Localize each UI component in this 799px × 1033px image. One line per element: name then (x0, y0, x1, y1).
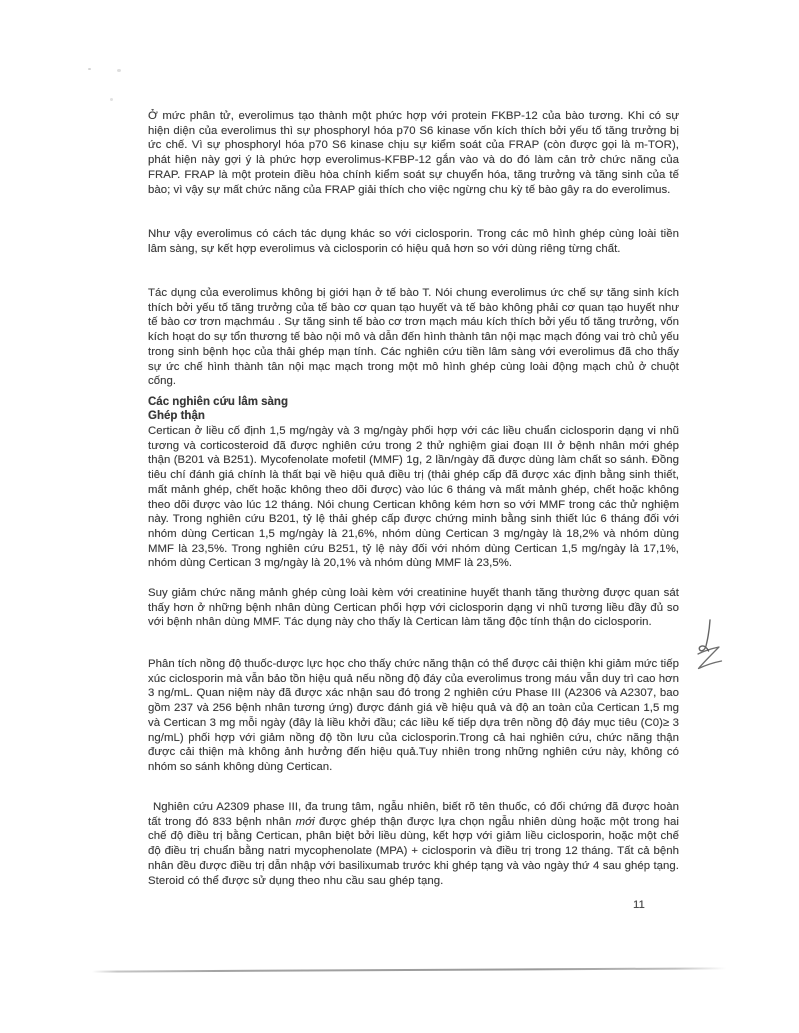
scan-speck (117, 69, 121, 72)
section-heading-clinical-studies: Các nghiên cứu lâm sàng (148, 396, 288, 408)
paragraph-study-a2309-text: Nghiên cứu A2309 phase III, đa trung tâm, ngẫu nhiên, biết rõ tên thuốc, có đối chứng đã được hoàn tất trong đó 833 bệnh nhân (148, 801, 679, 828)
scan-speck (88, 68, 91, 70)
paragraph-certican-phase3-trials: Certican ở liều cố định 1,5 mg/ngày và 3 mg/ngày phối hợp với các liều chuẩn ciclosporin dạng vi nhũ tương và corticosteroid đã được nghiên cứu trong 2 thử nghiệm giai đoạn III ở bệnh nhân mới ghép thận (B201 và B251). Mycofenolate mofetil (MMF) 1g, 2 lần/ngày đã được dùng làm chất so sánh. Đồng tiêu chí đánh giá chính là thất bại về hiệu quả điều trị (thải ghép cấp đã được xác định bằng sinh thiết, mất mảnh ghép, chết hoặc không theo dõi được) vào lúc 6 tháng và mất mảnh ghép, chết hoặc không theo dõi được vào lúc 12 tháng. Nói chung Certican không kém hơn so với MMF trong các thử nghiệm này. Trong nghiên cứu B201, tỷ lệ thải ghép cấp được chứng minh bằng sinh thiết lúc 6 tháng đối với nhóm dùng Certican 1,5 mg/ngày là 21,6%, nhóm dùng Certican 3 mg/ngày là 18,2% và nhóm dùng MMF là 23,5%. Trong nghiên cứu B251, tỷ lệ này đối với nhóm dùng Certican 1,5 mg/ngày là 17,1%, nhóm dùng Certican 3 mg/ngày là 20,1% và nhóm dùng MMF là 23,5%. (148, 425, 679, 570)
paragraph-study-a2309-text-cont: được ghép thận được lựa chọn ngẫu nhiên dùng hoặc một trong hai chế độ điều trị bằng Certican, phân biệt bởi liều dùng, kết hợp với giảm liều ciclosporin, hoặc một chế độ điều trị chuẩn bằng natri mycophenolate (MPA) + ciclosporin và điều trị trong 12 tháng. Tất cả bệnh nhân đều được điều trị dẫn nhập với basilixumab trước khi ghép tạng và vào ngày thứ 4 sau ghép tạng. Steroid có thể được sử dụng theo nhu cầu sau ghép tạng. (148, 815, 679, 887)
paragraph-effect-not-limited-t-cells: Tác dụng của everolimus không bị giới hạn ở tế bào T. Nói chung everolimus ức chế sự tăng sinh kích thích bởi yếu tố tăng trưởng của tế bào cơ quan tạo huyết và tế bào không phải cơ quan tạo huyết như tế bào cơ trơn mạchmáu . Sự tăng sinh tế bào cơ trơn mạch máu kích thích bởi yếu tố tăng trưởng, vốn kích hoạt do sự tổn thương tế bào nội mô và dẫn đến hình thành tân nội mạc mạch đóng vai trò chủ yếu trong sinh bệnh học của thải ghép mạn tính. Các nghiên cứu tiền lâm sàng với everolimus đã cho thấy sự ức chế hình thành tân nội mạc mạch trong một mô hình ghép cùng loài động mạch chủ ở chuột cống. (148, 287, 679, 388)
paragraph-molecular-mechanism: Ở mức phân tử, everolimus tạo thành một phức hợp với protein FKBP-12 của bào tương. Khi có sự hiện diện của everolimus thì sự phosphoryl hóa p70 S6 kinase vốn kích thích bởi yếu tố tăng trưởng bị ức chế. Vì sự phosphoryl hóa p70 S6 kinase chịu sự kiểm soát của FRAP (còn được gọi là m-TOR), phát hiện này gợi ý là phức hợp everolimus-KFBP-12 gắn vào và do đó làm cản trở chức năng của FRAP. FRAP là một protein điều hòa chính kiểm soát sự chuyển hóa, tăng trưởng và tăng sinh của tế bào; vì vậy sự mất chức năng của FRAP giải thích cho việc ngừng chu kỳ tế bào gây ra do everolimus. (148, 110, 679, 196)
page-number: 11 (633, 899, 645, 911)
italic-word: mới (295, 815, 315, 828)
section-heading-kidney-transplant: Ghép thận (148, 410, 205, 422)
scan-speck (110, 98, 113, 101)
paragraph-graft-function-decline: Suy giảm chức năng mảnh ghép cùng loài kèm với creatinine huyết thanh tăng thường được quan sát thấy hơn ở những bệnh nhân dùng Certican phối hợp với ciclosporin dạng vi nhũ tương liều đầy đủ so với bệnh nhân dùng MMF. Tác dụng này cho thấy là Certican làm tăng độc tính thận do ciclosporin. (148, 587, 679, 629)
paragraph-pk-pd-analysis: Phân tích nồng độ thuốc-dược lực học cho thấy chức năng thận có thể được cải thiện khi giảm mức tiếp xúc ciclosporin mà vẫn bảo tồn hiệu quả nếu nồng độ đáy của everolimus trong máu vẫn duy trì cao hơn 3 ng/mL. Quan niệm này đã được xác nhận sau đó trong 2 nghiên cứu Phase III (A2306 và A2307, bao gồm 237 và 256 bệnh nhân tương ứng) được đánh giá về hiệu quả và độ an toàn của Certican 1,5 mg và Certican 3 mg mỗi ngày (đây là liều khởi đầu; các liều kế tiếp dựa trên nồng độ đáy mục tiêu (C0)≥ 3 ng/mL) phối hợp với giảm nồng độ tồn lưu của ciclosporin.Trong cả hai nghiên cứu, chức năng thận được cải thiện mà không ảnh hưởng đến hiệu quả.Tuy nhiên trong những nghiên cứu này, không có nhóm so sánh không dùng Certican. (148, 658, 679, 773)
text-column (148, 0, 679, 1033)
paragraph-study-a2309 (148, 800, 679, 888)
paragraph-comparison-ciclosporin: Như vậy everolimus có cách tác dụng khác so với ciclosporin. Trong các mô hình ghép cùng loài tiền lâm sàng, sự kết hợp everolimus và ciclosporin có hiệu quả hơn so với dùng riêng từng chất. (148, 228, 679, 255)
handwritten-initials-mark (686, 616, 732, 678)
